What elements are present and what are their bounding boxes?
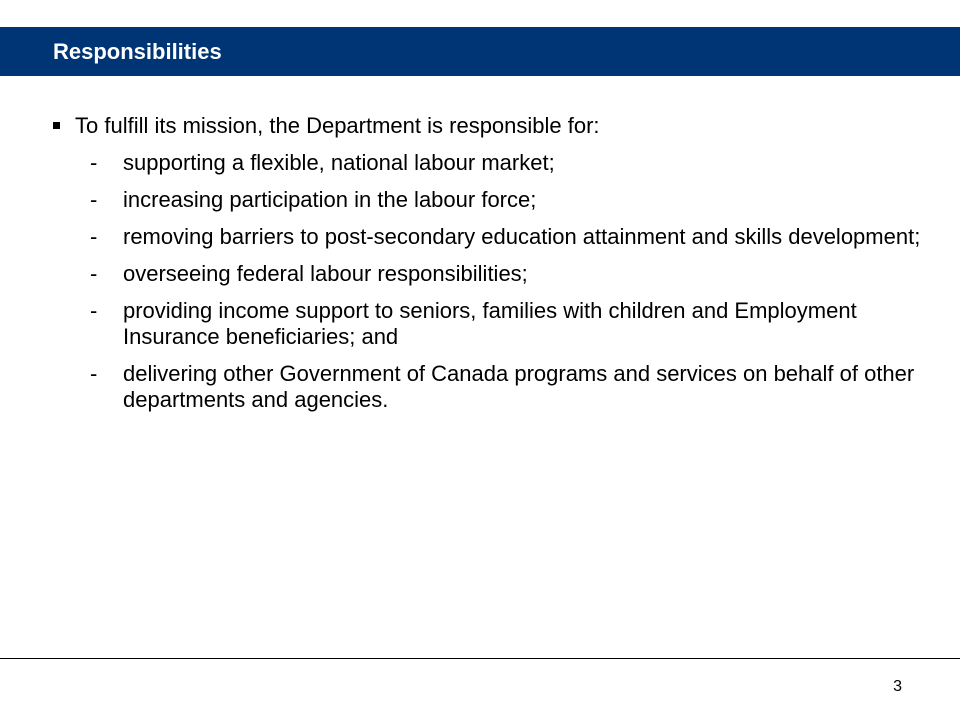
responsibility-list <box>53 150 923 413</box>
slide-title: Responsibilities <box>53 39 222 64</box>
list-item <box>53 261 923 287</box>
list-item <box>53 187 923 213</box>
list-item-text: supporting a flexible, national labour market; <box>123 150 555 175</box>
dash-bullet-icon: - <box>90 361 98 386</box>
dash-bullet-icon: - <box>90 187 98 212</box>
page-number: 3 <box>893 678 902 695</box>
list-item <box>53 298 923 350</box>
square-bullet-icon <box>53 122 60 129</box>
list-item-text: overseeing federal labour responsibilities; <box>123 261 528 286</box>
intro-text: To fulfill its mission, the Department is responsible for: <box>75 113 600 138</box>
dash-bullet-icon: - <box>90 261 98 286</box>
slide-content <box>53 113 923 413</box>
list-item-text: delivering other Government of Canada programs and services on behalf of other departments and agencies. <box>123 361 915 412</box>
list-item-text: increasing participation in the labour force; <box>123 187 537 212</box>
intro-bullet <box>53 113 923 139</box>
dash-bullet-icon: - <box>90 224 98 249</box>
list-item <box>53 361 923 413</box>
footer-divider <box>0 658 960 659</box>
dash-bullet-icon: - <box>90 150 98 175</box>
list-item <box>53 224 923 250</box>
title-bar <box>0 27 960 76</box>
list-item-text: providing income support to seniors, families with children and Employment Insurance beneficiaries; and <box>123 298 857 349</box>
dash-bullet-icon: - <box>90 298 98 323</box>
list-item <box>53 150 923 176</box>
list-item-text: removing barriers to post-secondary education attainment and skills development; <box>123 224 921 249</box>
